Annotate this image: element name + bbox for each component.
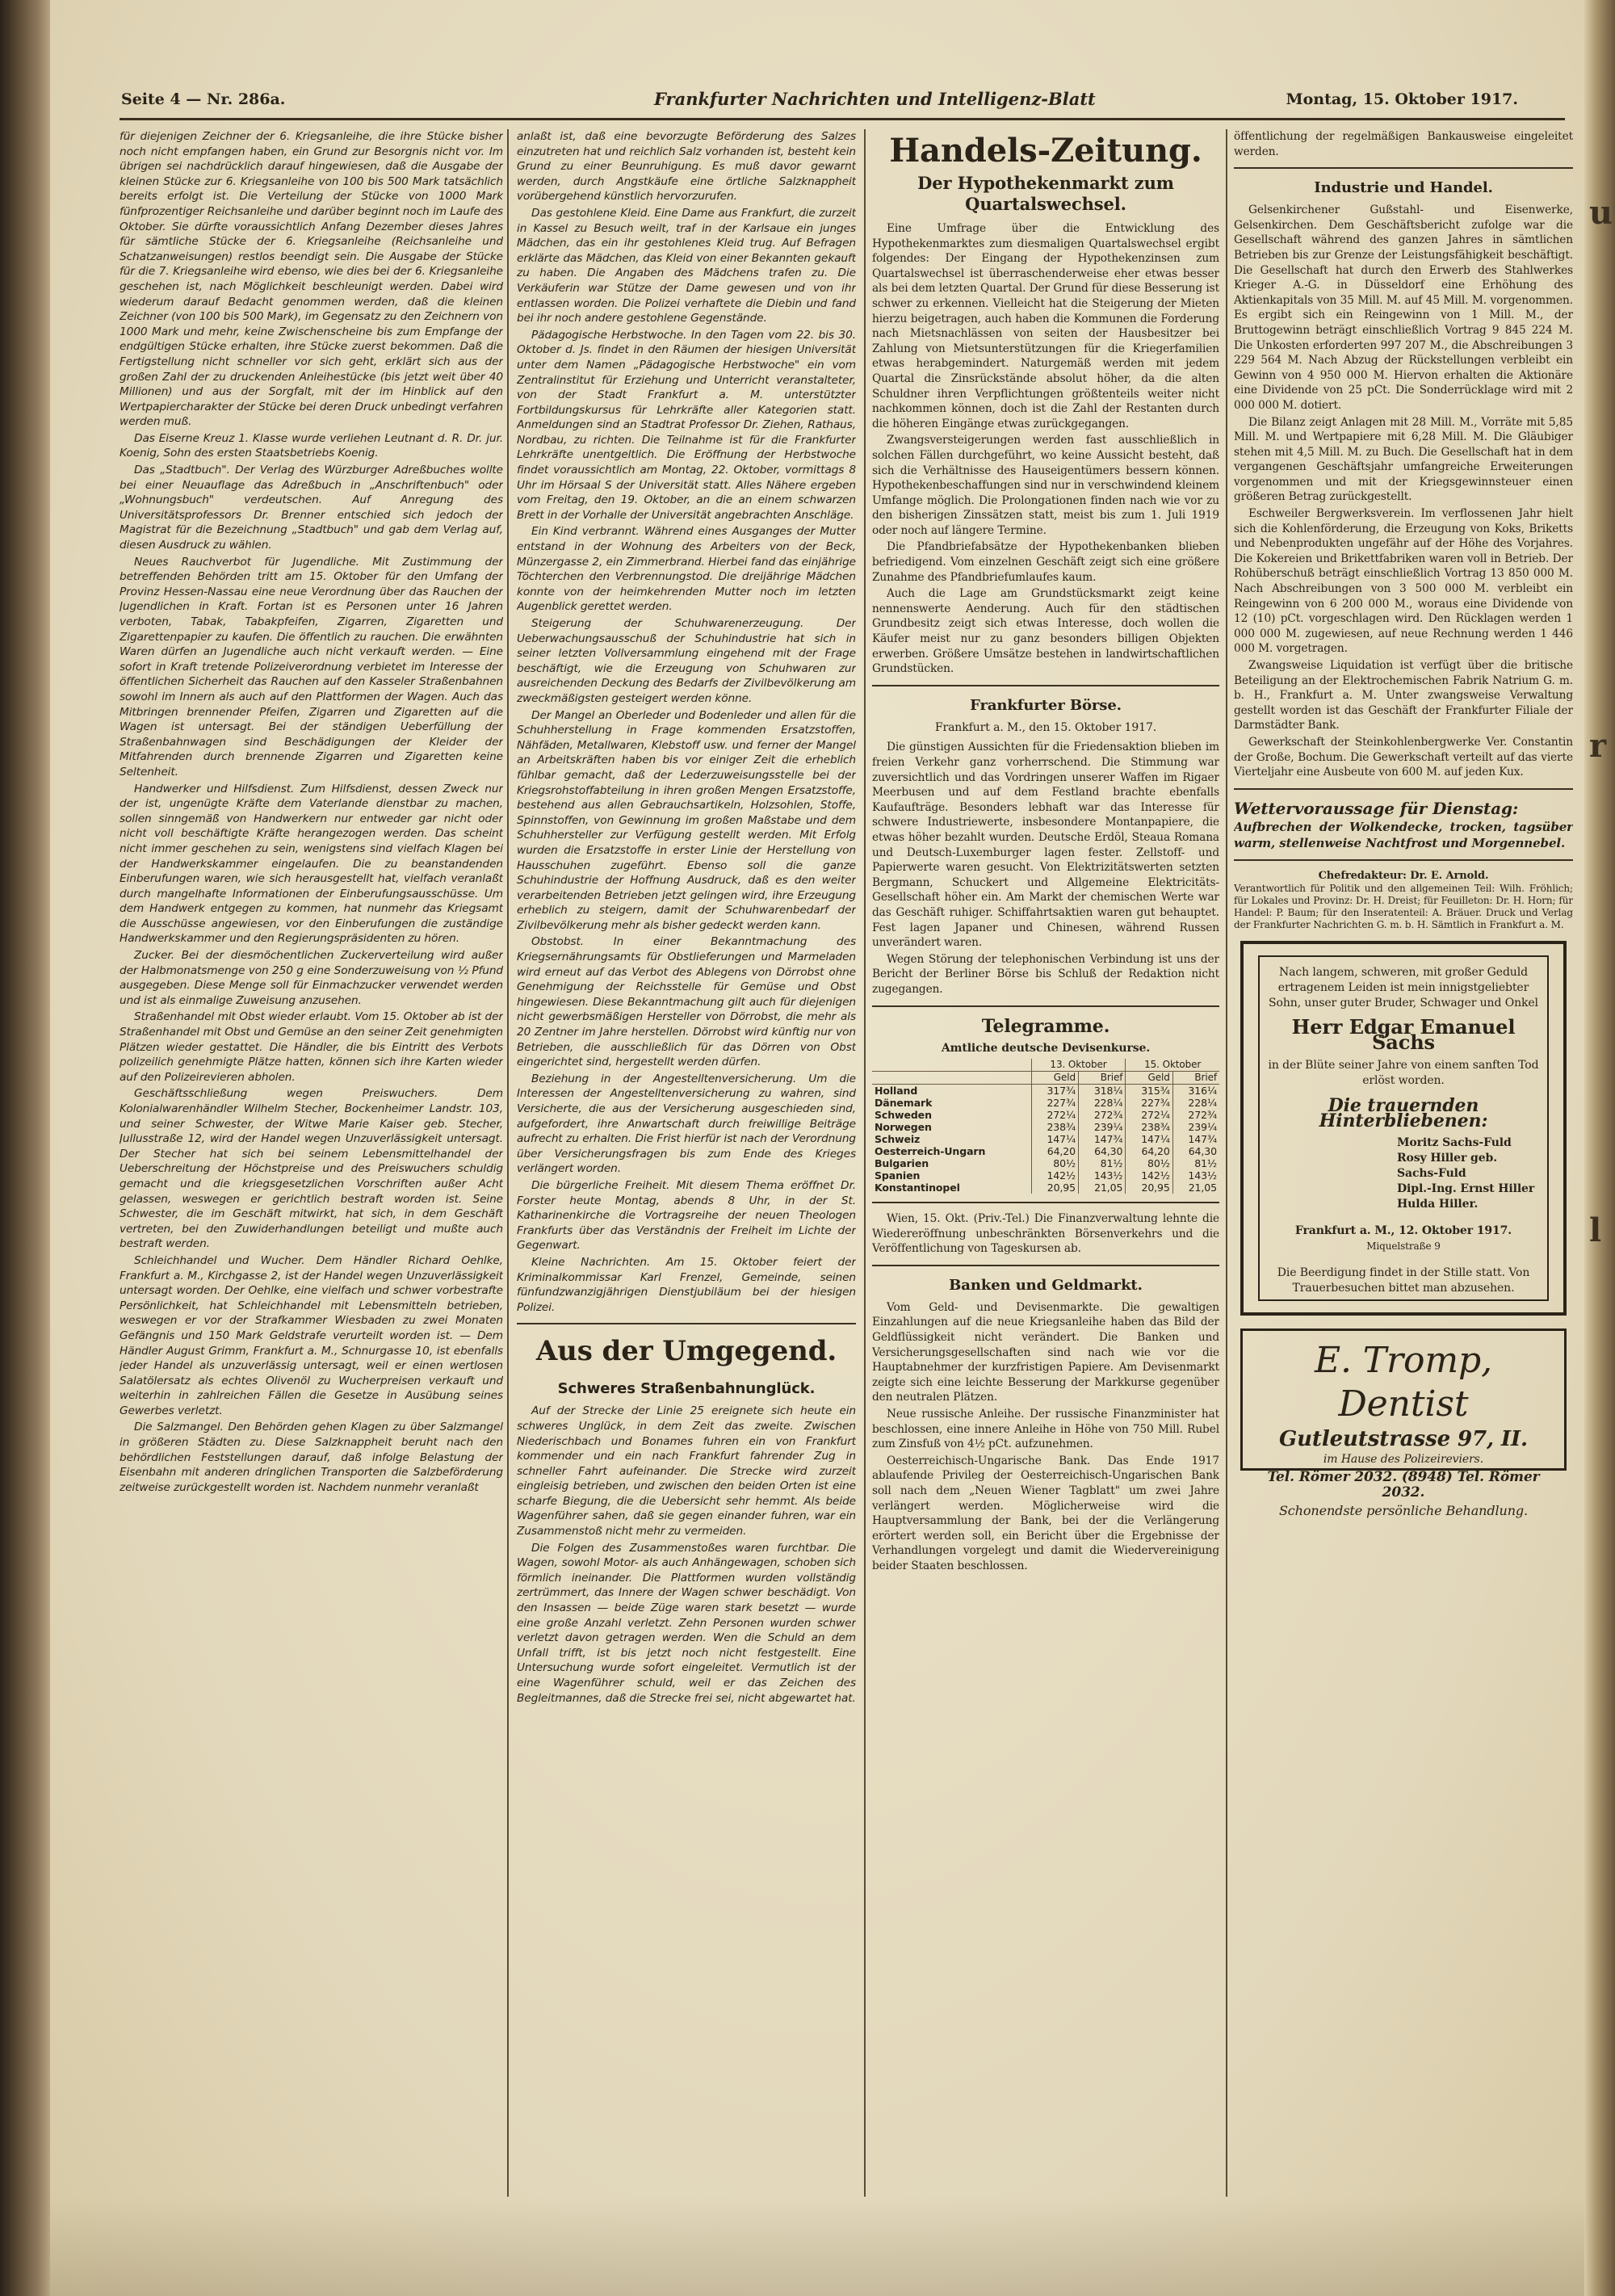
fx-cell: Norwegen <box>872 1121 1031 1133</box>
obituary-frame <box>1258 955 1549 1301</box>
article-autumn-week: Pädagogische Herbstwoche. In den Tagen vom 22. bis 30. Oktober d. Js. findet in den Räumen der hiesigen Universität unter dem Namen „Pädagogische Herbstwoche" ein vom Zentralinstitut für Erziehung und Unterricht veranstalteter, von der Stadt Frankfurt a. M. unterstützter Fortbildungskursus für Lehrkräfte aller Kategorien statt. Anmeldungen sind an Stadtrat Professor Dr. Ziehen, Rathaus, Nordbau, zu richten. Die Teilnahme ist für die Frankfurter Lehrkräfte unentgeltlich. Die Eröffnung der Herbstwoche findet voraussichtlich am Montag, 22. Oktober, vormittags 8 Uhr im Hörsaal S der Universität statt. Alles Nähere ergeben vom Freitag, den 19. Oktober, an die an einem schwarzen Brett in der Vorhalle der Universität angebrachten Anschläge. <box>517 328 856 522</box>
heading-telegrams: Telegramme. <box>981 1015 1110 1037</box>
fx-cell: 21,05 <box>1079 1182 1126 1194</box>
article-freedom-lecture: Die bürgerliche Freiheit. Mit diesem Thema eröffnet Dr. Forster heute Montag, abends 8 Uhr, in der St. Katharinenkirche die Vortragsreihe der neuen Theologen Frankfurts über das Verständnis der Freiheit im Lichte der Gegenwart. <box>517 1178 856 1253</box>
fx-subheader-row <box>872 1072 1219 1085</box>
fx-cell: Oesterreich-Ungarn <box>872 1145 1031 1157</box>
article-dried-fruit: Obstobst. In einer Bekanntmachung des Kriegsernährungsamts für Obstlieferungen und Marmeladen wird erneut auf das Verbot des Ablegens von Dörrobst ohne Genehmigung der Reichsstelle für Gemüse und Obst hingewiesen. Diese Bekanntmachung gilt auch für diejenigen nicht gewerbsmäßigen Hersteller von Dörrobst, die mehr als 20 Zentner im Jahre herstellen. Dörrobst wird künftig nur von Betrieben, die ausschließlich für das Dörren von Obst eingerichtet sind, hergestellt werden dürfen. <box>517 935 856 1069</box>
dentist-advertisement <box>1240 1328 1567 1518</box>
column-local-news-2 <box>517 129 856 2197</box>
fx-cell: 238¾ <box>1031 1121 1078 1133</box>
heading-fx-rates: Amtliche deutsche Devisenkurse. <box>941 1041 1151 1055</box>
article-mortgage-4: Auch die Lage am Grundstücksmarkt zeigt keine nennenswerte Aenderung. Auch für den städtischen Grundbesitz zeigt sich etwas Interesse, doch wollen die Käufer meist nur zu ganz besonders billigen Objekten erwerben. Größere Umsätze bestehen in landwirtschaftlichen Grundstücken. <box>872 587 1219 676</box>
fx-row <box>872 1121 1219 1133</box>
column-separator-2 <box>864 129 866 2197</box>
obituary-notice <box>1240 941 1567 1316</box>
fx-cell: 21,05 <box>1188 1182 1217 1194</box>
section-rule <box>872 1265 1219 1266</box>
section-rule <box>517 1323 856 1324</box>
fx-row <box>872 1097 1219 1109</box>
section-rule <box>1234 859 1573 861</box>
fx-cell: 147¼ <box>1126 1133 1172 1145</box>
fx-header-row <box>872 1059 1219 1072</box>
section-rule <box>1234 167 1573 169</box>
fx-cell: 147¾ <box>1188 1133 1217 1146</box>
weather-heading: Wettervoraussage für Dienstag: <box>1234 798 1519 818</box>
article-mortgage-3: Die Pfandbriefabsätze der Hypothekenbanken blieben befriedigend. Vom einzelnen Geschäft zeigt sich eine größere Zunahme des Pfandbriefumlaufes kaum. <box>872 540 1219 584</box>
fx-cell: 81½ <box>1194 1157 1217 1170</box>
newspaper-title: Frankfurter Nachrichten und Intelligenz-Blatt <box>654 89 1096 109</box>
fx-cell: Holland <box>872 1085 1031 1098</box>
article-smoking-ban: Neues Rauchverbot für Jugendliche. Mit Zustimmung der betreffenden Behörden tritt am 15. Oktober für den Umfang der Provinz Hessen-Nassau eine neue Verordnung über das Rauchen der Jugendlichen in Kraft. Fortan ist es Personen unter 16 Jahren verboten, Tabak, Tabakpfeifen, Zigarren, Zigaretten und Zigarettenpapier zu kaufen. Die öffentlich zu rauchen. Die erwähnten Waren dürfen an Jugendliche auch nicht verkauft werden. — Eine sofort in Kraft tretende Polizeiverordnung verbietet im Interesse der öffentlichen Sicherheit das Rauchen auf den Kasseler Straßenbahnen sowohl im Innern als auch auf den Plattformen der Wagen. Auch das Mitbringen brennender Pfeifen, Zigarren und Zigaretten auf die Wagen ist untersagt. Bei der ständigen Ueberfüllung der Straßenbahnwagen sind Beschädigungen der Kleider der Mitfahrenden durch brennende Zigarren und Zigaretten keine Seltenheit. <box>120 555 503 779</box>
article-berlin-note: Wegen Störung der telephonischen Verbindung ist uns der Bericht der Berliner Börse bis Schluß der Redaktion nicht zugegangen. <box>872 952 1219 996</box>
weather-forecast: Aufbrechen der Wolkendecke, trocken, tagsüber warm, stellenweise Nachtfrost und Morgennebel. <box>1234 819 1573 850</box>
fx-cell: 239¼ <box>1079 1121 1126 1133</box>
fx-row <box>872 1157 1219 1169</box>
heading-stock-exchange: Frankfurter Börse. <box>970 696 1122 714</box>
fx-row <box>872 1085 1219 1098</box>
article-price-gouging: Geschäftsschließung wegen Preiswuchers. Dem Kolonialwarenhändler Wilhelm Stecher, Bockenheimer Landstr. 103, und seiner Schwester, der Witwe Marie Kaiser geb. Stecher, Jullusstraße 12, wird der Handel wegen Unzuverlässigkeit untersagt. Der Stecher hat sich bei seinem Lebensmittelhandel der Ueberschreitung der Höchstpreise und des Preiswuchers schuldig gemacht und die kriegsgesetzlichen Vorschriften außer Acht gelassen, weswegen er gerichtlich bestraft worden ist. Seine Schwester, die im Geschäft mitwirkt, hat sich, in dem Geschäft vertreten, bei den Zuwiderhandlungen beteiligt und mußte auch bestraft werden. <box>120 1087 503 1251</box>
obituary-place-date: Frankfurt a. M., 12. Oktober 1917. <box>1294 1224 1512 1237</box>
fx-cell: 64,30 <box>1188 1145 1217 1158</box>
page-header <box>121 87 1575 116</box>
column-industry <box>1234 129 1573 2197</box>
article-iron-cross: Das Eiserne Kreuz 1. Klasse wurde verliehen Leutnant d. R. Dr. jur. Koenig, Sohn des ersten Staatsbetriebs Koenig. <box>120 431 503 460</box>
fx-cell: 316¼ <box>1188 1085 1217 1098</box>
article-vienna: Wien, 15. Okt. (Priv.-Tel.) Die Finanzverwaltung lehnte die Wiedereröffnung unbeschränkten Börsenverkehrs und die Veröffentlichung von Tageskursen ab. <box>872 1212 1219 1256</box>
page-bottom-shadow <box>50 2197 1584 2296</box>
fx-header-cell: 13. Oktober <box>1031 1059 1126 1072</box>
fx-cell: 227¾ <box>1126 1097 1172 1109</box>
section-rule <box>872 1202 1219 1203</box>
fx-cell: 272¼ <box>1126 1109 1172 1121</box>
article-stolen-dress: Das gestohlene Kleid. Eine Dame aus Frankfurt, die zurzeit in Kassel zu Besuch weilt, traf in der Karlsaue ein junges Mädchen, das ein ihr gestohlenes Kleid trug. Auf Befragen erklärte das Mädchen, das Kleid von einer Bekannten gekauft zu haben. Die Angaben des Mädchens trafen zu. Die Verkäuferin war Stütze der Dame gewesen und von ihr entlassen worden. Die Polizei verhaftete die Diebin und fand bei ihr noch andere gestohlene Gegenstände. <box>517 206 856 325</box>
fx-sub-cell: Brief <box>1172 1072 1219 1085</box>
section-heading-region: Aus der Umgegend. <box>535 1335 837 1368</box>
fx-cell: 272¾ <box>1188 1109 1217 1122</box>
article-tram-consequences: Die Folgen des Zusammenstoßes waren furchtbar. Die Wagen, sowohl Motor- als auch Anhängewagen, schoben sich förmlich ineinander. Die Plattformen wurden vollständig zertrümmert, das Innere der Wagen schwer beschädigt. Von den Insassen — beide Züge waren stark besetzt — wurde eine große Anzahl verletzt. Zehn Personen wurden schwer verletzt davon getragen werden. Wen die Schuld an dem Unfall trifft, ist bis jetzt noch nicht festgestellt. Eine Untersuchung wurde sofort eingeleitet. Vermutlich ist der eine Wagenführer schuld, weil er das Zeichen des Begleitmannes, daß die Strecke frei sei, nicht abgewartet hat. <box>517 1541 856 1705</box>
heading-industry: Industrie und Handel. <box>1314 179 1493 197</box>
fx-cell: Schweden <box>872 1109 1031 1121</box>
obituary-names <box>1397 1135 1539 1212</box>
section-heading-commerce: Handels-Zeitung. <box>889 132 1202 170</box>
fx-row <box>872 1169 1219 1182</box>
fx-cell: 238¾ <box>1126 1121 1172 1133</box>
fx-header-cell: 15. Oktober <box>1126 1059 1219 1072</box>
obituary-intro: Nach langem, schweren, mit großer Geduld ertragenem Leiden ist mein innigstgeliebter Sohn, unser guter Bruder, Schwager und Onkel <box>1269 965 1538 1009</box>
fx-sub-cell: Geld <box>1031 1072 1078 1085</box>
fx-cell: 147¾ <box>1079 1133 1126 1145</box>
article-short-news: Kleine Nachrichten. Am 15. Oktober feiert der Kriminalkommissar Karl Frenzel, Gemeinde, seinen fünfundzwanzigjährigen Dienstjubiläum bei der hiesigen Polizei. <box>517 1255 856 1314</box>
obituary-name: Rosy Hiller geb. Sachs-Fuld <box>1397 1151 1497 1180</box>
obituary-name: Hulda Hiller. <box>1397 1197 1479 1211</box>
section-rule <box>872 1005 1219 1007</box>
fx-row <box>872 1133 1219 1145</box>
fx-row <box>872 1145 1219 1157</box>
article-war-loan: für diejenigen Zeichner der 6. Kriegsanleihe, die ihre Stücke bisher noch nicht empfangen haben, ein Grund zur Besorgnis nicht vor. Im übrigen sei nachdrücklich darauf hingewiesen, daß die Ausgabe der kleinen Stücke zur 6. Kriegsanleihe von 100 bis 500 Mark tatsächlich bereits erfolgt ist. Die Verteilung der Stücke von 1000 Mark fünfprozentiger Reichsanleihe und darüber beginnt noch im Laufe des Oktober. Sie dürfte voraussichtlich Anfang Dezember dieses Jahres für sämtliche Stücke der 6. Kriegsanleihe (Reichsanleihe und Schatzanweisungen) restlos beendigt sein. Die Ausgabe der Stücke für die 7. Kriegsanleihe wird ebenso, wie dies bei der 6. Kriegsanleihe geschehen ist, nach Möglichkeit beschleunigt werden. Dabei wird wiederum darauf Bedacht genommen werden, daß die kleinen Zeichner (von 100 bis 500 Mark), im Gegensatz zu den Zeichnern von 1000 Mark und mehr, keine Zwischenscheine bis zum Empfange der endgültigen Stücke erhalten, ihre Stücke zuerst bekommen. Daß die Fertigstellung nicht schneller vor sich geht, erklärt sich aus der großen Zahl der zu druckenden Anleihestücke (bis jetzt weit über 40 Millionen) und aus der Sorgfalt, mit der im Hinblick auf den Wertpapiercharakter der Stücke bei deren Druck unbedingt verfahren werden muß. <box>120 130 503 429</box>
imprint <box>1234 869 1573 931</box>
fx-row <box>872 1109 1219 1121</box>
article-bank-cont: öffentlichung der regelmäßigen Bankausweise eingeleitet werden. <box>1234 130 1573 158</box>
article-salt-cont: anlaßt ist, daß eine bevorzugte Beförderung des Salzes einzutreten hat und reichlich Salz vorhanden ist, besteht kein Grund zu einer Beunruhigung. Es muß davor gewarnt werden, durch Angstkäufe eine örtliche Salzknappheit vorübergehend künstlich hervorzurufen. <box>517 130 856 204</box>
fx-cell: 64,20 <box>1031 1145 1078 1157</box>
obituary-text: in der Blüte seiner Jahre von einem sanften Tod erlöst worden. <box>1268 1058 1539 1087</box>
column-local-news <box>120 129 503 2197</box>
dentist-address: Gutleutstrasse 97, II. <box>1279 1426 1528 1451</box>
section-rule <box>1234 788 1573 790</box>
fx-cell: 80½ <box>1031 1157 1078 1169</box>
adjacent-page-fragment: l <box>1589 1211 1602 1249</box>
article-tram-accident: Auf der Strecke der Linie 25 ereignete sich heute ein schweres Unglück, in dem Zeit das zweite. Zwischen Niederischbach und Bonames fuhren ein von Frankfurt kommender und ein nach Frankfurt fahrender Zug in schneller Fahrt aufeinander. Die Strecke wird zurzeit eingleisig betrieben, und zwischen den beiden Orten ist eine scharfe Biegung, die die Uebersicht sehr hemmt. Als beide Wagenführer sahen, daß sie gegen einander fuhren, war ein Zusammenstoß nicht mehr zu vermeiden. <box>517 1404 856 1538</box>
adjacent-page-fragment: r <box>1589 727 1607 765</box>
fx-cell: 317¾ <box>1031 1085 1078 1098</box>
column-separator-3 <box>1226 129 1227 2197</box>
article-mortgage-2: Zwangsversteigerungen werden fast ausschließlich in solchen Fällen durchgeführt, wo keine Aussicht besteht, daß sich die Verhältnisse des Hauseigentümers bessern können. Hypothekenbeschaffungen sind nur in verschwindend kleinem Umfange möglich. Die Prolongationen finden nach wie vor zu den bisherigen Zinssätzen statt, meist bis zum 1. Juli 1919 oder noch auf längere Termine. <box>872 434 1219 537</box>
fx-cell: 80½ <box>1126 1157 1172 1169</box>
article-money-market: Vom Geld- und Devisenmarkte. Die gewaltigen Einzahlungen auf die neue Kriegsanleihe haben das Bild der Geldflüssigkeit nicht verändert. Die Banken und Versicherungsgesellschaften sind nach wie vor die Hauptabnehmer der kurzfristigen Papiere. Am Devisenmarkt zeigte sich eine leichte Besserung der Markkurse gegenüber den neutralen Plätzen. <box>872 1300 1219 1404</box>
dateline-exchange: Frankfurt a. M., den 15. Oktober 1917. <box>934 720 1157 734</box>
fx-cell: 20,95 <box>1031 1182 1078 1194</box>
newspaper-page <box>50 0 1584 2296</box>
article-gelsenkirchen: Gelsenkirchener Gußstahl- und Eisenwerke, Gelsenkirchen. Dem Geschäftsbericht zufolge war die Gesellschaft während des ganzen Jahres in sämtlichen Betrieben bis zur Grenze der Leistungsfähigkeit beschäftigt. Die Gesellschaft hat durch den Erwerb des Stahlwerkes Krieger A.-G. in Düsseldorf eine Erhöhung des Aktienkapitals von 35 Mill. M. auf 45 Mill. M. vorgenommen. Es ergibt sich ein Reingewinn von 1 Mill. M., der Bruttogewinn beträgt einschließlich Vortrag 9 845 224 M. Die Unkosten erforderten 997 207 M., die Abschreibungen 3 229 564 M. Nach Abzug der Rückstellungen verbleibt ein Gewinn von 4 950 000 M. Hiervon erhalten die Aktionäre eine Dividende von 25 pCt. Die Sonderrücklage wird mit 2 000 000 M. dotiert. <box>1234 204 1573 412</box>
fx-cell: 272¼ <box>1031 1109 1078 1121</box>
dentist-house: im Hause des Polizeireviers. <box>1323 1452 1484 1466</box>
fx-cell: 239¼ <box>1188 1121 1217 1134</box>
article-shoe-production: Steigerung der Schuhwarenerzeugung. Der Ueberwachungsausschuß der Schuhindustrie hat sich in seiner letzten Vollversammlung eingehend mit der Frage beschäftigt, wie die Erzeugung von Schuhwaren zur ausreichenden Deckung des Bedarfs der Zivilbevölkerung am zweckmäßigsten gesteigert werden könne. <box>517 617 856 705</box>
fx-cell: 142½ <box>1031 1169 1078 1182</box>
article-austro-hungarian-bank: Oesterreichisch-Ungarische Bank. Das Ende 1917 ablaufende Privileg der Oesterreichisch-Ungarischen Bank soll nach dem „Neuen Wiener Tagblatt" um zwei Jahre verlängert werden. Möglicherweise wird die Hauptversammlung der Bank, bei der die Verlängerung erörtert werden soll, ein Bericht über die Ergebnisse der Verhandlungen vorgelegt und damit die Wiedervereinigung beider Staaten beschlossen. <box>872 1454 1219 1572</box>
adjacent-page-fragment: u <box>1589 194 1613 232</box>
issue-date: Montag, 15. Oktober 1917. <box>1286 90 1518 108</box>
imprint-editor: Chefredakteur: Dr. E. Arnold. <box>1318 869 1489 882</box>
obituary-funeral-note: Die Beerdigung findet in der Stille statt. Von Trauerbesuchen bittet man abzusehen. <box>1277 1266 1530 1295</box>
imprint-details: Verantwortlich für Politik und den allgemeinen Teil: Wilh. Fröhlich; für Lokales und Provinz: Dr. H. Dreist; für Feuilleton: Dr. H. Horn; für Handel: P. Baum; für den Inseratenteil: A. Bräuer. Druck und Verlag der Frankfurter Nachrichten G. m. b. H. Sämtlich in Frankfurt a. M. <box>1234 882 1573 930</box>
dentist-slogan: Schonendste persönliche Behandlung. <box>1278 1502 1529 1518</box>
fx-cell: Schweiz <box>872 1133 1031 1145</box>
binding-stripe <box>6 0 9 2296</box>
article-child-burned: Ein Kind verbrannt. Während eines Ausganges der Mutter entstand in der Wohnung des Arbeiters von der Beck, Münzergasse 2, ein Zimmerbrand. Hierbei fand das einjährige Töchterchen den Verbrennungstod. Die dreijährige Mädchen konnte von der heimkehrenden Mutter noch im letzten Augenblick gerettet werden. <box>517 525 856 614</box>
fx-cell: Konstantinopel <box>872 1182 1031 1194</box>
article-liquidation: Zwangsweise Liquidation ist verfügt über die britische Beteiligung an der Elektrochemischen Fabrik Natrium G. m. b. H., Frankfurt a. M. Unter zwangsweise Verwaltung gestellt worden ist das Geschäft der Frankfurter Filiale der Darmstädter Bank. <box>1234 659 1573 732</box>
fx-rates-table <box>872 1059 1219 1194</box>
column-separator-1 <box>507 129 509 2197</box>
fx-cell: Bulgarien <box>872 1157 1031 1169</box>
obituary-name: Moritz Sachs-Fuld <box>1397 1135 1512 1149</box>
article-insurance: Beziehung in der Angestelltenversicherung. Um die Interessen der Angestelltenversicherung zu wahren, sind Versicherte, die aus der Versicherung ausgeschieden sind, aufgefordert, ihre Anwartschaft durch freiwillige Beiträge aufrecht zu erhalten. Die Frist hierfür ist nach der Verordnung über Versicherungsfragen bis zum Ende des Krieges verlängert worden. <box>517 1072 856 1176</box>
fx-cell: 318¼ <box>1079 1085 1126 1098</box>
fx-sub-cell <box>872 1072 1031 1085</box>
article-eschweiler: Eschweiler Bergwerksverein. Im verflossenen Jahr hielt sich die Kohlenförderung, die Erzeugung von Koks, Briketts und Nebenprodukten ungefähr auf der Höhe des Vorjahres. Die Kokereien und Brikettfabriken waren voll in Betrieb. Der Rohüberschuß beträgt einschließlich Vortrag 13 850 000 M. Nach Abschreibungen von 3 500 000 M. verbleibt ein Reingewinn von 6 200 000 M., woraus eine Dividende von 12 (10) pCt. vorgeschlagen wird. Den Rücklagen werden 1 000 000 M. zugewiesen, auf neue Rechnung werden 1 446 000 M. vorgetragen. <box>1234 507 1573 656</box>
fx-sub-cell: Brief <box>1079 1072 1126 1085</box>
obituary-address: Miquelstraße 9 <box>1366 1240 1441 1252</box>
fx-table-body <box>872 1085 1219 1194</box>
fx-cell: 81½ <box>1079 1157 1126 1169</box>
header-rule <box>120 118 1565 120</box>
fx-cell: 142½ <box>1126 1169 1172 1182</box>
article-stock-exchange: Die günstigen Aussichten für die Friedensaktion blieben im freien Verkehr ganz vorherrschend. Die Stimmung war zuversichtlich und das Vordringen unserer Waffen im Rigaer Meerbusen und auf dem Festland brachte ebenfalls Kaufaufträge. Besonders lebhaft war das Interesse für schwere Industriewerte, insbesondere Montanpapiere, die etwas höher bezahlt wurden. Deutsche Erdöl, Steaua Romana und Deutsch-Luxemburger lagen fester. Zellstoff- und Papierwerte waren gesucht. Von Elektrizitätswerten setzten Bergmann, Schuckert und Allgemeine Elektricitäts-Gesellschaft höher ein. Am Markt der chemischen Werte war das Geschäft ruhiger. Schiffahrtsaktien waren gut behauptet. Fest lagen Japaner und Chinesen, während Russen unverändert waren. <box>872 741 1219 950</box>
column-commerce <box>872 129 1219 2197</box>
fx-cell: 228¼ <box>1188 1097 1217 1110</box>
book-binding <box>0 0 50 2296</box>
fx-cell: 64,20 <box>1126 1145 1172 1157</box>
fx-cell: Dänemark <box>872 1097 1031 1109</box>
fx-cell: Spanien <box>872 1169 1031 1182</box>
article-gelsenkirchen-balance: Die Bilanz zeigt Anlagen mit 28 Mill. M., Vorräte mit 5,85 Mill. M. und Wertpapiere mit 6,28 Mill. M. Die Gläubiger stehen mit 4,5 Mill. M. zu Buch. Die Gesellschaft hat in dem vergangenen Geschäftsjahr umfangreiche Erweiterungen vorgenommen und mit der Kriegsgewinnsteuer einen größeren Betrag zurückgestellt. <box>1234 415 1573 504</box>
article-black-market: Schleichhandel und Wucher. Dem Händler Richard Oehlke, Frankfurt a. M., Kirchgasse 2, ist der Handel wegen Unzuverlässigkeit untersagt worden. Der Oehlke, eine vielfach und schwer vorbestrafte Persönlichkeit, hat Schleichhandel mit Lebensmitteln betrieben, weswegen er vor der Strafkammer Wiesbaden zu zwei Monaten Gefängnis und 150 Mark Geldstrafe verurteilt worden ist. — Dem Händler August Grimm, Frankfurt a. M., Schnurgasse 10, ist ebenfalls jeder Handel als unzuverlässig untersagt, weil er einen wertlosen Salatölersatz als echtes Olivenöl zu Wucherpreisen verkauft und weiterhin in zahlreichen Fällen die Gesetze in Ausübung seines Gewerbes verletzt. <box>120 1253 503 1417</box>
article-craftsmen: Handwerker und Hilfsdienst. Zum Hilfsdienst, dessen Zweck nur der ist, ungenügte Kräfte dem Vaterlande dienstbar zu machen, sollen sinngemäß von Handwerkern nur entweder gar nicht oder nicht voll beschäftigte Kräfte herangezogen werden. Das scheint nicht immer geschehen zu sein, wenigstens sind vielfach Klagen bei der Handwerkskammer eingelaufen. Die zu beanstandenden Einberufungen waren, wie sich herausgestellt hat, vielfach veranlaßt durch mangelhafte Informationen der Einberufungsausschüsse. Um dem Handwerk entgegen zu kommen, hat nunmehr das Kriegsamt die Ausschüsse angewiesen, vor den Einberufungen die zuständige Handwerkskammer und den Regierungspräsidenten zu hören. <box>120 782 503 946</box>
fx-header-cell <box>872 1059 1031 1072</box>
section-rule <box>872 685 1219 686</box>
obituary-family-heading: Die trauernden Hinterbliebenen: <box>1319 1094 1488 1131</box>
dentist-phone: Tel. Römer 2032. (8948) Tel. Römer 2032. <box>1267 1469 1540 1501</box>
fx-cell: 147¼ <box>1031 1133 1078 1145</box>
fx-cell: 64,30 <box>1079 1145 1126 1157</box>
article-russian-loan: Neue russische Anleihe. Der russische Finanzminister hat beschlossen, eine innere Anleihe in Höhe von 750 Mill. Rubel zum Zinsfuß von 4½ pCt. aufzunehmen. <box>872 1408 1219 1451</box>
heading-banks: Banken und Geldmarkt. <box>949 1276 1143 1294</box>
obituary-name: Dipl.-Ing. Ernst Hiller <box>1397 1182 1535 1195</box>
article-mortgage-1: Eine Umfrage über die Entwicklung des Hypothekenmarktes zum diesmaligen Quartalswechsel ergibt folgendes: Der Eingang der Hypothekenzinsen zum Quartalswechsel ist überraschenderweise eher etwas besser als bei dem letzten Quartal. Der Grund für diese Besserung ist schwer zu erkennen. Vielleicht hat die Steigerung der Mieten hierzu beigetragen, auch haben die Kommunen die Forderung nach Mietsnachlässen von seiten der Hausbesitzer bei Zahlung von Mietsunterstützungen für die Kriegerfamilien etwas herabgemindert. Naturgemäß werden mit jedem Quartal die Zinsrückstände absolut höher, da die alten Schuldner ihren Verpflichtungen größtenteils weiter nicht nachkommen können, doch ist die Zahl der Restanten durch die höheren Eingänge etwas zurückgegangen. <box>872 222 1219 430</box>
dentist-name: E. Tromp, Dentist <box>1315 1339 1492 1425</box>
article-stadtbuch: Das „Stadtbuch". Der Verlag des Würzburger Adreßbuches wollte bei einer Neuauflage das Adreßbuch in „Anschriftenbuch" oder „Wohnungsbuch" verdeutschen. Auf Anregung des Universitätsprofessors Dr. Brenner entschied sich jedoch der Magistrat für die Bezeichnung „Stadtbuch" und gab dem Verlag auf, diesen Ausdruck zu wählen. <box>120 464 503 552</box>
article-constantin: Gewerkschaft der Steinkohlenbergwerke Ver. Constantin der Große, Bochum. Die Gewerkschaft verteilt auf das vierte Vierteljahr eine Ausbeute von 600 M. auf jeden Kux. <box>1234 735 1573 779</box>
article-fruit-trade: Straßenhandel mit Obst wieder erlaubt. Vom 15. Oktober ab ist der Straßenhandel mit Obst und Gemüse an den seiner Zeit genehmigten Plätzen wieder gestattet. Die Händler, die bis Eintritt des Verbots polizeilich genehmigte Plätze hatten, können sich ihre Karten wieder auf den Polizeirevieren abholen. <box>120 1010 503 1084</box>
fx-cell: 228¼ <box>1079 1097 1126 1109</box>
article-sugar: Zucker. Bei der diesmöchentlichen Zuckerverteilung wird außer der Halbmonatsmenge von 250 g eine Sonderzuweisung von ½ Pfund ausgegeben. Diese Menge soll für Einmachzucker verwendet werden und ist als einmalige Zuweisung anzusehen. <box>120 949 503 1007</box>
article-salt-shortage: Die Salzmangel. Den Behörden gehen Klagen zu über Salzmangel in größeren Städten zu. Diese Salzknappheit beruht nach den behördlichen Feststellungen darauf, daß infolge Belastung der Eisenbahn mit anderen dringlichen Transporten die Salzbeförderung zeitweise zurückgestellt worden ist. Nachdem nunmehr veranlaßt <box>120 1421 503 1494</box>
page-number: Seite 4 — Nr. 286a. <box>121 90 286 108</box>
adjacent-page-edge <box>1584 0 1615 2296</box>
heading-mortgage-market: Der Hypothekenmarkt zum Quartalswechsel. <box>917 173 1174 214</box>
fx-sub-cell: Geld <box>1126 1072 1172 1085</box>
fx-cell: 143½ <box>1079 1169 1126 1182</box>
fx-cell: 143½ <box>1188 1169 1217 1182</box>
article-shoe-materials: Der Mangel an Oberleder und Bodenleder und allen für die Schuhherstellung in Frage kommenden Ersatzstoffen, Nähfäden, Metallwaren, Klebstoff usw. und ferner der Mangel an Arbeitskräften haben bis vor einiger Zeit die erheblich fühlbar gemacht, daß der Lederzuweisungsstelle bei der Kriegsrohstoffabteilung in ihren großen Mengen Ersatzstoffe, bestehend aus allen Gebrauchsartikeln, Holzsohlen, Stoffe, Spinnstoffen, von Gewinnung im großen Maßstabe und dem Schuhhersteller zur Verfügung gestellt werden. Mit Erfolg wurden die Ersatzstoffe in erster Linie der Herstellung von Hausschuhen zugeführt. Ebenso soll die ganze Schuhindustrie der Hoffnung Ausdruck, daß es den weiter verarbeitenden Betrieben jetzt gelingen wird, ihre Erzeugung erheblich zu steigern, damit der Schuhwarenbedarf der Zivilbevölkerung mehr als bisher gedeckt werden kann. <box>517 708 856 932</box>
obituary-deceased-name: Herr Edgar Emanuel Sachs <box>1291 1014 1516 1054</box>
fx-cell: 272¾ <box>1079 1109 1126 1121</box>
fx-row <box>872 1182 1219 1194</box>
heading-tram-accident: Schweres Straßenbahnunglück. <box>557 1380 816 1398</box>
fx-cell: 20,95 <box>1126 1182 1172 1194</box>
fx-cell: 227¾ <box>1031 1097 1078 1109</box>
fx-cell: 315¾ <box>1126 1085 1172 1098</box>
